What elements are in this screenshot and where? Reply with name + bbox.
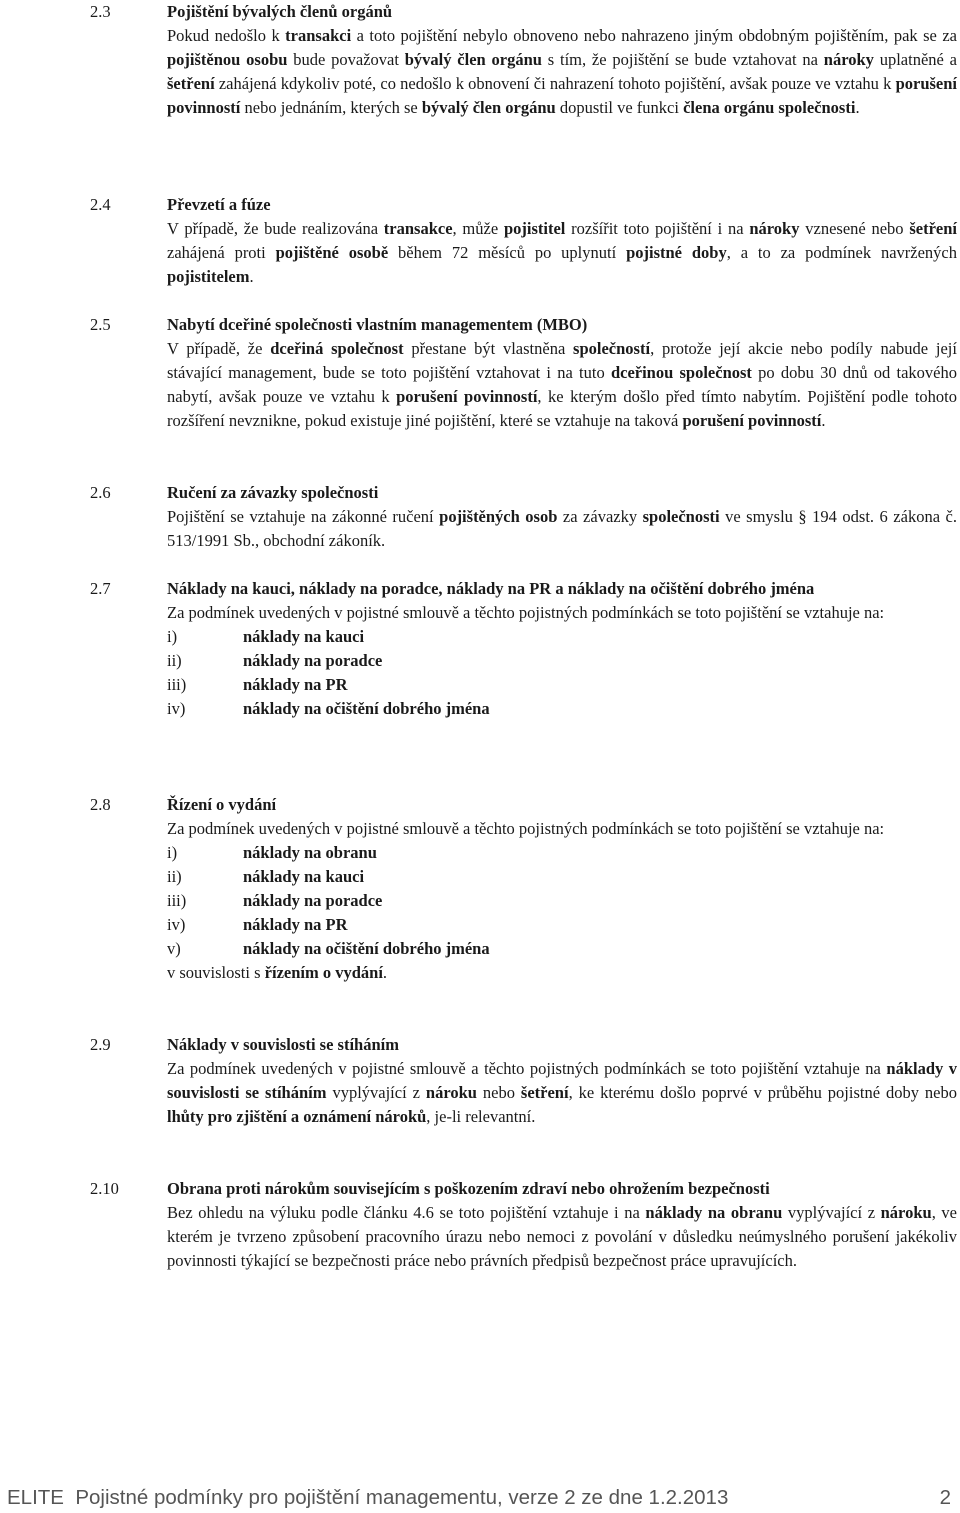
section-closing-line bbox=[167, 961, 957, 985]
section-paragraph bbox=[167, 505, 957, 553]
bold-term: šetření bbox=[167, 74, 215, 93]
cost-list bbox=[167, 625, 957, 721]
section-heading: Řízení o vydání bbox=[167, 795, 277, 814]
text-run: . bbox=[382, 963, 388, 982]
text-run: vyplývající z bbox=[782, 1203, 881, 1222]
bold-term: dceřiná společnost bbox=[270, 339, 404, 358]
bold-term: transakci bbox=[285, 26, 352, 45]
section-number: 2.7 bbox=[90, 579, 111, 598]
section-number: 2.5 bbox=[90, 315, 111, 334]
bold-term: porušení povinností bbox=[682, 411, 822, 430]
list-item-text: náklady na očištění dobrého jména bbox=[243, 699, 490, 718]
bold-term: bývalý člen orgánu bbox=[421, 98, 556, 117]
list-item bbox=[167, 673, 957, 697]
text-run: ve smyslu § 194 odst. 6 zákona č. 513/1991 Sb., obchodní zákoník. bbox=[167, 507, 957, 550]
text-run: , je-li relevantní. bbox=[426, 1107, 536, 1126]
section-heading: Nabytí dceřiné společnosti vlastním managementem (MBO) bbox=[167, 315, 588, 334]
list-marker: iii) bbox=[167, 891, 187, 910]
page-number: 2 bbox=[939, 1486, 951, 1509]
list-item bbox=[167, 625, 957, 649]
section-body bbox=[167, 0, 957, 120]
text-run: uplatněné a bbox=[873, 50, 957, 69]
text-run: Za podmínek uvedených v pojistné smlouvě a těchto pojistných podmínkách se toto pojištění se vztahuje na: bbox=[167, 603, 885, 622]
text-run: s tím, že pojištění se bude vztahovat na bbox=[541, 50, 824, 69]
section-body bbox=[167, 1033, 957, 1129]
text-run: . bbox=[855, 98, 860, 117]
bold-term: lhůty pro zjištění a oznámení nároků bbox=[167, 1107, 427, 1126]
text-run: bude považovat bbox=[287, 50, 405, 69]
bold-term: pojištěné osobě bbox=[275, 243, 389, 262]
footer-text: ELITE Pojistné podmínky pro pojištění managementu, verze 2 ze dne 1.2.2013 bbox=[7, 1486, 729, 1509]
bold-term: pojistné doby bbox=[626, 243, 727, 262]
text-run: za závazky bbox=[557, 507, 643, 526]
bold-term: transakce bbox=[383, 219, 453, 238]
section-number: 2.6 bbox=[90, 483, 111, 502]
bold-term: šetření bbox=[909, 219, 957, 238]
section-heading: Náklady v souvislosti se stíháním bbox=[167, 1035, 399, 1054]
text-run: , a to za podmínek navržených bbox=[726, 243, 957, 262]
bold-term: porušení povinností bbox=[167, 74, 957, 117]
section-body bbox=[167, 193, 957, 289]
text-run: , protože její akcie nebo podíly nabude její stávající management, bude se toto pojištění vztahovat i na tuto bbox=[167, 339, 957, 382]
bold-term: nároky bbox=[823, 50, 874, 69]
bold-term: náklady na obranu bbox=[645, 1203, 783, 1222]
bold-term: pojištěnou osobu bbox=[167, 50, 288, 69]
list-marker: ii) bbox=[167, 651, 182, 670]
list-marker: ii) bbox=[167, 867, 182, 886]
text-run: po dobu 30 dnů od takového nabytí, avšak pouze ve vztahu k bbox=[167, 363, 957, 406]
section-number: 2.3 bbox=[90, 2, 111, 21]
bold-term: dceřinou společnost bbox=[610, 363, 752, 382]
list-marker: iii) bbox=[167, 675, 187, 694]
bold-term: společnosti bbox=[642, 507, 720, 526]
text-run: nebo bbox=[476, 1083, 521, 1102]
bold-term: společností bbox=[573, 339, 651, 358]
section-paragraph bbox=[167, 817, 957, 841]
text-run: přestane být vlastněna bbox=[403, 339, 574, 358]
list-marker: iv) bbox=[167, 915, 186, 934]
section-heading: Převzetí a fúze bbox=[167, 195, 271, 214]
section-body bbox=[167, 313, 957, 433]
bold-term: člena orgánu společnosti bbox=[683, 98, 856, 117]
section-heading: Pojištění bývalých členů orgánů bbox=[167, 2, 393, 21]
section-number: 2.10 bbox=[90, 1179, 119, 1198]
bold-term: pojistitel bbox=[503, 219, 566, 238]
list-item-text: náklady na kauci bbox=[243, 627, 365, 646]
text-run: Pokud nedošlo k bbox=[167, 26, 286, 45]
list-item bbox=[167, 697, 957, 721]
bold-term: nároku bbox=[425, 1083, 477, 1102]
text-run: zahájená proti bbox=[167, 243, 276, 262]
text-run: rozšířit toto pojištění i na bbox=[565, 219, 750, 238]
list-marker: i) bbox=[167, 843, 178, 862]
bold-term: pojištěných osob bbox=[439, 507, 558, 526]
bold-term: porušení povinností bbox=[396, 387, 538, 406]
text-run: vznesené nebo bbox=[799, 219, 910, 238]
section-body bbox=[167, 1177, 957, 1273]
text-run: v souvislosti s bbox=[167, 963, 265, 982]
section-heading: Náklady na kauci, náklady na poradce, náklady na PR a náklady na očištění dobrého jména bbox=[167, 579, 815, 598]
list-item bbox=[167, 913, 957, 937]
list-item-text: náklady na očištění dobrého jména bbox=[243, 939, 490, 958]
list-item bbox=[167, 841, 957, 865]
list-item-text: náklady na obranu bbox=[243, 843, 377, 862]
section-paragraph bbox=[167, 337, 957, 433]
list-marker: v) bbox=[167, 939, 181, 958]
list-item bbox=[167, 937, 957, 961]
page-footer bbox=[7, 1485, 951, 1511]
text-run: zahájená kdykoliv poté, co nedošlo k obnovení či nahrazení tohoto pojištění, avšak pouze ve vztahu k bbox=[214, 74, 896, 93]
bold-term: náklady v souvislosti se stíháním bbox=[167, 1059, 958, 1102]
bold-term: pojistitelem bbox=[167, 267, 250, 286]
bold-term: šetření bbox=[520, 1083, 569, 1102]
section-paragraph bbox=[167, 1057, 957, 1129]
text-run: během 72 měsíců po uplynutí bbox=[388, 243, 627, 262]
section-heading: Obrana proti nárokům souvisejícím s poškozením zdraví nebo ohrožením bezpečnosti bbox=[167, 1179, 770, 1198]
text-run: . bbox=[821, 411, 826, 430]
text-run: a toto pojištění nebylo obnoveno nebo nahrazeno jiným obdobným pojištěním, pak se za bbox=[351, 26, 957, 45]
list-item-text: náklady na poradce bbox=[243, 891, 383, 910]
cost-list bbox=[167, 841, 957, 961]
section-body bbox=[167, 793, 957, 985]
list-marker: iv) bbox=[167, 699, 186, 718]
text-run: , ve kterém je tvrzeno způsobení pracovního úrazu nebo nemoci z povolání v důsledku neúmyslného porušení jakékoliv povinnosti týkající se bezpečnosti práce nebo právních předpisů bezpečnost práce upravujících. bbox=[167, 1203, 957, 1270]
text-run: dopustil ve funkci bbox=[555, 98, 684, 117]
section-number: 2.4 bbox=[90, 195, 111, 214]
text-run: , ke kterým došlo před tímto nabytím. Pojištění podle tohoto rozšíření nevznikne, pokud existuje jiné pojištění, které se vztahuje na taková bbox=[167, 387, 957, 430]
section-paragraph bbox=[167, 1201, 957, 1273]
section-body bbox=[167, 577, 957, 721]
list-item-text: náklady na kauci bbox=[243, 867, 365, 886]
text-run: V případě, že bbox=[167, 339, 271, 358]
section-heading: Ručení za závazky společnosti bbox=[167, 483, 379, 502]
list-marker: i) bbox=[167, 627, 178, 646]
text-run: Bez ohledu na výluku podle článku 4.6 se toto pojištění vztahuje i na bbox=[167, 1203, 646, 1222]
list-item bbox=[167, 649, 957, 673]
text-run: , může bbox=[452, 219, 504, 238]
list-item bbox=[167, 865, 957, 889]
text-run: . bbox=[249, 267, 254, 286]
section-paragraph bbox=[167, 217, 957, 289]
section-body bbox=[167, 481, 957, 553]
text-run: Za podmínek uvedených v pojistné smlouvě a těchto pojistných podmínkách se toto pojištění se vztahuje na: bbox=[167, 819, 885, 838]
section-number: 2.9 bbox=[90, 1035, 111, 1054]
list-item-text: náklady na PR bbox=[243, 675, 348, 694]
text-run: V případě, že bude realizována bbox=[167, 219, 384, 238]
list-item-text: náklady na poradce bbox=[243, 651, 383, 670]
text-run: Za podmínek uvedených v pojistné smlouvě a těchto pojistných podmínkách se toto pojištění vztahuje na bbox=[167, 1059, 887, 1078]
text-run: vyplývající z bbox=[326, 1083, 426, 1102]
section-number: 2.8 bbox=[90, 795, 111, 814]
text-run: Pojištění se vztahuje na zákonné ručení bbox=[167, 507, 440, 526]
section-paragraph bbox=[167, 24, 957, 120]
bold-term: bývalý člen orgánu bbox=[404, 50, 542, 69]
text-run: nebo jednáním, kterých se bbox=[240, 98, 422, 117]
list-item bbox=[167, 889, 957, 913]
section-paragraph bbox=[167, 601, 957, 625]
list-item-text: náklady na PR bbox=[243, 915, 348, 934]
bold-term: nároky bbox=[749, 219, 800, 238]
bold-term: řízením o vydání bbox=[264, 963, 383, 982]
bold-term: nároku bbox=[880, 1203, 932, 1222]
text-run: , ke kterému došlo poprvé v průběhu pojistné doby nebo bbox=[568, 1083, 957, 1102]
